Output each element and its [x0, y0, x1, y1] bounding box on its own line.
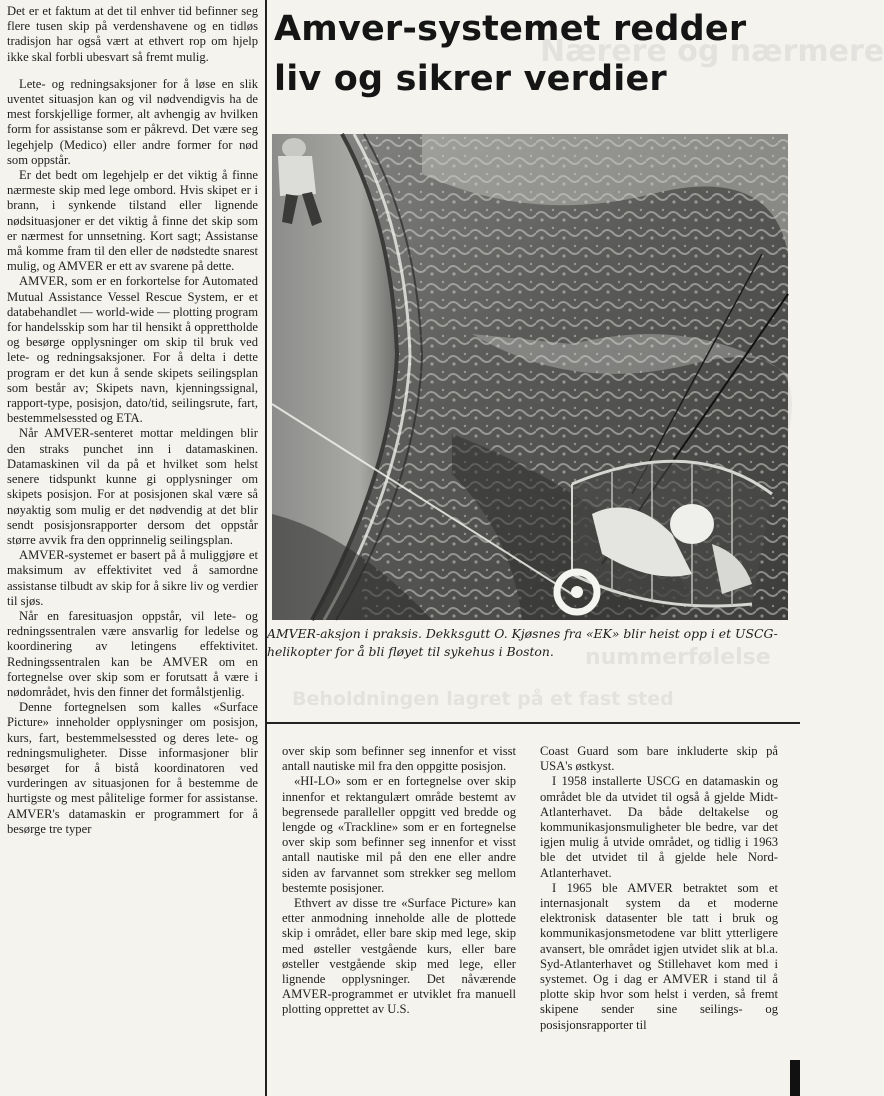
paragraph: Når AMVER-senteret mottar meldingen blir den straks punchet inn i datamaskinen. Datamaskinen vil da på et hvilket som helst senere tidspunkt kunne gi opplysninger om skipets posisjon. For at posisjonen skal være så nøyaktig som mulig er det nødvendig at det blir sendt posisjonsrapporter dersom det oppstår større avvik fra den opprinnelig seilingsplan. — [7, 426, 258, 547]
paragraph: I 1965 ble AMVER betraktet som et internasjonalt system da et moderne elektronisk datasenter ble tatt i bruk og kommunikasjonsmetodene var blitt ytterligere avansert, ble området igjen utvidet slik at bl.a. Syd-Atlanterhavet og Stillehavet kom med i systemet. Og i dag er AMVER i stand til å plotte skip hvor som helst i verden, så fremt skipene sender sine seilings- og posisjonsrapporter til — [540, 880, 778, 1032]
section-divider-horizontal — [265, 722, 800, 724]
bleed-through-line-1: Nærere og nærmere — [540, 34, 884, 69]
bleed-through-line-3: nummerfølelse — [585, 645, 771, 670]
paragraph: Når en faresituasjon oppstår, vil lete- og redningssentralen være ansvarlig for ledelse og koordinering av letingens effektivitet. Redningssentralen kan be AMVER om en fortegnelse over skip som er forutsatt å være i nødområdet, hvis den finner det formålstjenlig. — [7, 608, 258, 699]
paragraph: Det er et faktum at det til enhver tid befinner seg flere tusen skip på verdenshavene og en tidløs tradisjon har også vært at ethvert rop om hjelp ikke skal forbli ubesvart så fremt mulig. — [7, 4, 258, 64]
paragraph: Denne fortegnelsen som kalles «Surface Picture» inneholder opplysninger om posisjon, kurs, fart, bestemmelsessted og deres lete- og redningsmuligheter. Disse informasjoner blir besørget for å bistå koordinatoren ved vurderingen av situasjonen for å bestemme de hurtigste og mest pålitelige former for assistanse. AMVER's datamaskin er programmert for å besørge tre typer — [7, 700, 258, 836]
paragraph: Er det bedt om legehjelp er det viktig å finne nærmeste skip med lege ombord. Hvis skipet er i brann, i synkende tilstand eller lignende nødsituasjoner er det viktig å finne det skip som er nærmest for unnsetning. Kort sagt; Assistanse må komme fram til den eller de nødstedte snarest mulig, og AMVER er ett av svarene på dette. — [7, 168, 258, 274]
column-divider-vertical — [265, 0, 267, 1096]
middle-text-column — [282, 744, 516, 1084]
rescue-photo-illustration — [272, 134, 788, 620]
bleed-through-line-4: Beholdningen lagret på et fast sted — [292, 688, 674, 710]
right-text-column — [540, 744, 778, 1084]
rescue-photo — [272, 134, 788, 620]
paragraph: I 1958 installerte USCG en datamaskin og området ble da utvidet til også å gjelde Midt-Atlanterhavet. Da både deltakelse og kommunikasjonsmuligheter ble bedre, var det igjen mulig å utvide området, og tidlig i 1963 ble det utvidet til å gjelde hele Nord-Atlanterhavet. — [540, 774, 778, 880]
headline-line-2: liv og sikrer verdier — [274, 59, 667, 99]
paragraph: AMVER-systemet er basert på å muliggjøre et maksimum av effektivitet ved å samordne assistanse tilbudt av skip for å sikre liv og verdier til sjøs. — [7, 548, 258, 608]
paragraph: «HI-LO» som er en fortegnelse over skip innenfor et rektangulært område bestemt av begrensede paralleller oppgitt ved bredde og lengde og «Trackline» som er en fortegnelse over skip som befinner seg innenfor et visst antall nautiske mil på den ene eller andre siden av farvannet som strekker seg mellom bestemte posisjoner. — [282, 774, 516, 895]
paragraph: Coast Guard som bare inkluderte skip på USA's østkyst. — [540, 744, 778, 774]
paragraph: Lete- og redningsaksjoner for å løse en slik uventet situasjon kan og vil nødvendigvis ha de mest forskjellige former, alt avhengig av hvilken form for assistanse som er påkrevd. Det være seg legehjelp (Medico) eller andre former for nød som oppstår. — [7, 76, 258, 167]
page-edge-marker — [790, 1060, 800, 1096]
left-text-column — [7, 4, 258, 1094]
paragraph: AMVER, som er en forkortelse for Automated Mutual Assistance Vessel Rescue System, er et databehandlet — world-wide — plotting program for handelsskip som har til hensikt å opprettholde og besørge opplysninger om skip til bruk ved lete- og redningsaksjoner. For å delta i dette program er det kun å sende skipets seilingsplan som består av; Skipets navn, kjenningssignal, rapport-type, posisjon, dato/tid, seilingsrute, fart, bestemmelsessted og ETA. — [7, 274, 258, 426]
paragraph: Ethvert av disse tre «Surface Picture» kan etter anmodning inneholde alle de plottede skip i området, eller bare skip med lege, skip med østeller vestgående kurs, eller bare østeller vestgående skip med lege, eller lignende opplysninger. Det nåværende AMVER-programmet er utviklet fra manuell plotting opprettet av U.S. — [282, 896, 516, 1017]
paragraph: over skip som befinner seg innenfor et visst antall nautiske mil fra den oppgitte posisjon. — [282, 744, 516, 774]
photo-caption: AMVER-aksjon i praksis. Dekksgutt O. Kjøsnes fra «EK» blir heist opp i et USCG-helikopter for å bli fløyet til sykehus i Boston. — [267, 626, 778, 659]
headline-line-1: Amver-systemet redder — [274, 9, 747, 49]
article-headline — [274, 4, 798, 104]
